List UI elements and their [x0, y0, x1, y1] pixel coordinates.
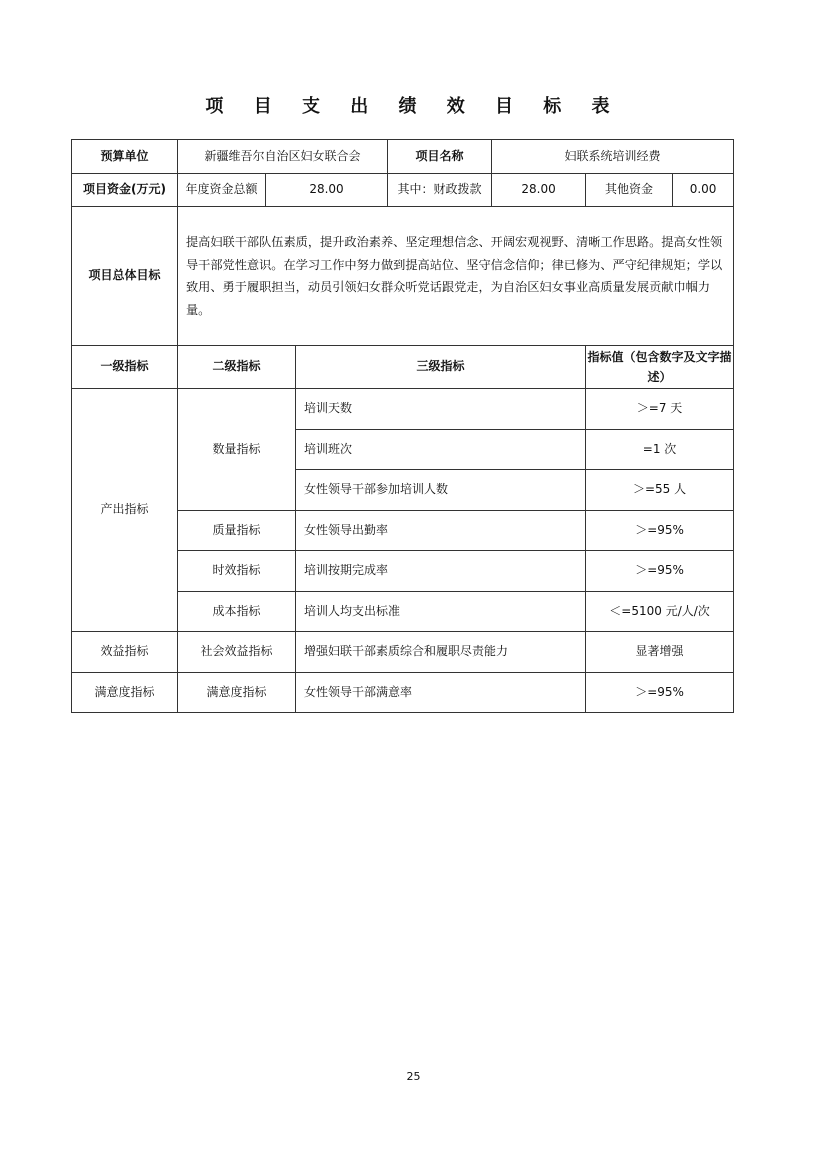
overall-goal-label: 项目总体目标	[72, 207, 178, 346]
fiscal-funds-label: 其中：财政拨款	[388, 174, 492, 207]
funds-label: 项目资金(万元)	[72, 174, 178, 207]
header-level1: 一级指标	[72, 346, 178, 389]
level2-cell: 成本指标	[178, 592, 296, 632]
level3-cell: 培训天数	[296, 389, 586, 430]
fiscal-funds-value: 28.00	[492, 174, 586, 207]
page-title: 项 目 支 出 绩 效 目 标 表	[205, 96, 622, 117]
level1-cell: 产出指标	[72, 389, 178, 632]
value-cell: ＞=95%	[586, 551, 734, 592]
level1-cell: 效益指标	[72, 632, 178, 673]
level3-cell: 女性领导干部满意率	[296, 673, 586, 713]
total-funds-value: 28.00	[266, 174, 388, 207]
table-row	[72, 389, 734, 430]
budget-unit-value: 新疆维吾尔自治区妇女联合会	[178, 140, 388, 174]
value-cell: ＞=7 天	[586, 389, 734, 430]
funds-row	[72, 174, 734, 207]
other-funds-label: 其他资金	[586, 174, 673, 207]
header-value: 指标值（包含数字及文字描述）	[586, 346, 734, 389]
indicator-header-row	[72, 346, 734, 389]
level1-cell: 满意度指标	[72, 673, 178, 713]
value-cell: =1 次	[586, 430, 734, 470]
performance-goal-table	[71, 139, 734, 713]
value-cell: ＞=95%	[586, 673, 734, 713]
header-level3: 三级指标	[296, 346, 586, 389]
level2-cell: 质量指标	[178, 511, 296, 551]
level3-cell: 培训人均支出标准	[296, 592, 586, 632]
overall-goal-row	[72, 207, 734, 346]
level2-cell: 满意度指标	[178, 673, 296, 713]
level2-cell: 社会效益指标	[178, 632, 296, 673]
table-row	[72, 673, 734, 713]
table-row	[72, 632, 734, 673]
level3-cell: 增强妇联干部素质综合和履职尽责能力	[296, 632, 586, 673]
page-number: 25	[406, 1070, 421, 1083]
value-cell: ＜=5100 元/人/次	[586, 592, 734, 632]
value-cell: 显著增强	[586, 632, 734, 673]
project-name-value: 妇联系统培训经费	[492, 140, 734, 174]
total-funds-label: 年度资金总额	[178, 174, 266, 207]
level3-cell: 女性领导干部参加培训人数	[296, 470, 586, 511]
level2-cell: 时效指标	[178, 551, 296, 592]
level3-cell: 培训班次	[296, 430, 586, 470]
level3-cell: 女性领导出勤率	[296, 511, 586, 551]
other-funds-value: 0.00	[673, 174, 734, 207]
header-level2: 二级指标	[178, 346, 296, 389]
overall-goal-text: 提高妇联干部队伍素质，提升政治素养、坚定理想信念、开阔宏观视野、清晰工作思路。提高女性领导干部党性意识。在学习工作中努力做到提高站位、坚守信念信仰；律已修为、严守纪律规矩；学以致用、勇于履职担当，动员引领妇女群众听党话跟党走，为自治区妇女事业高质量发展贡献巾帼力量。	[178, 207, 734, 346]
budget-unit-label: 预算单位	[72, 140, 178, 174]
level2-cell: 数量指标	[178, 389, 296, 511]
project-name-label: 项目名称	[388, 140, 492, 174]
level3-cell: 培训按期完成率	[296, 551, 586, 592]
budget-unit-row	[72, 140, 734, 174]
value-cell: ＞=95%	[586, 511, 734, 551]
value-cell: ＞=55 人	[586, 470, 734, 511]
